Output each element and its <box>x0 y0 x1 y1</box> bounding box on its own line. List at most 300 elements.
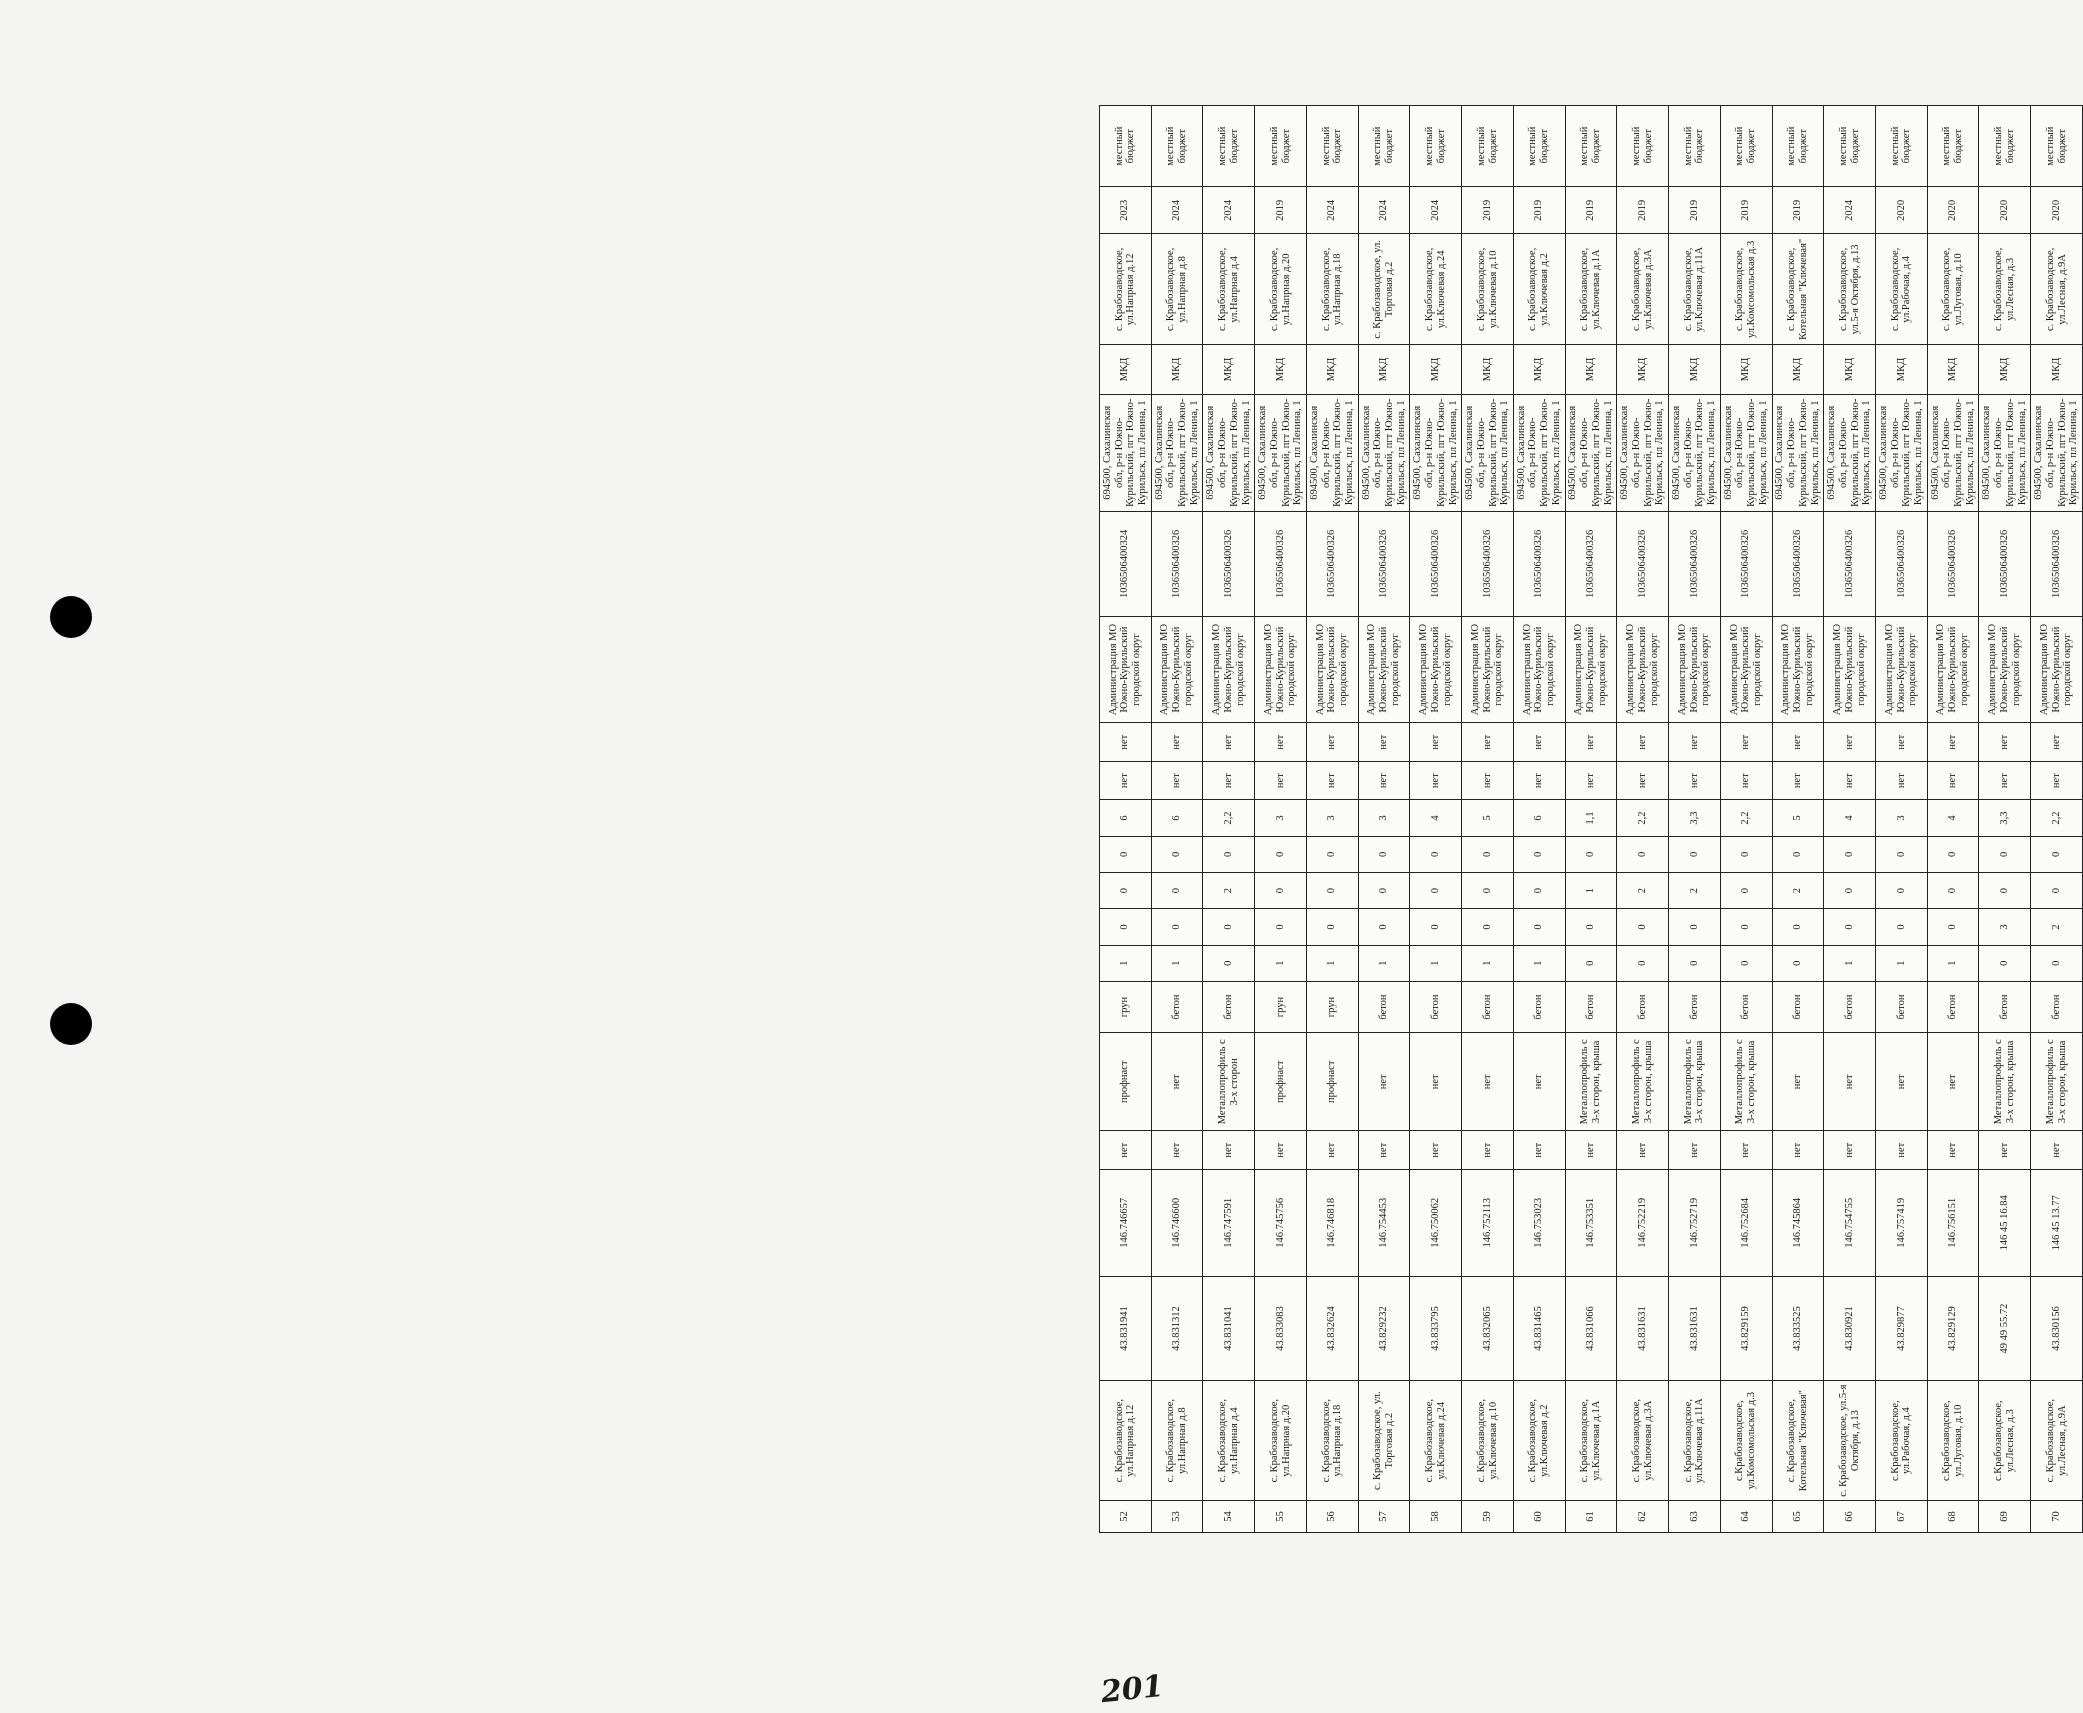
cell-ogrn: 1036506400326 <box>1203 512 1255 617</box>
cell-source: с. Крабозаводское, ул. Торговая д.2 <box>1358 234 1410 345</box>
cell-oaddr: 694500, Сахалинская обл, р-н Южно-Курильский, пгт Южно-Курильск, пл Ленина, 1 <box>1255 394 1307 511</box>
cell-area: 5 <box>1462 800 1514 836</box>
table-row <box>1513 106 1565 1533</box>
cell-lat: 49 49 55.72 <box>1979 1276 2031 1381</box>
cell-r1: нет <box>1203 761 1255 799</box>
cell-r2: нет <box>1876 723 1928 761</box>
punch-hole <box>50 596 92 638</box>
cell-oaddr: 694500, Сахалинская обл, р-н Южно-Курильский, пгт Южно-Курильск, пл Ленина, 1 <box>1358 394 1410 511</box>
cell-c1: 1 <box>1513 945 1565 981</box>
cell-c3: 0 <box>1979 872 2031 908</box>
cell-lon: 146.746657 <box>1100 1169 1152 1276</box>
container-sites-table <box>1099 105 2083 1533</box>
cell-area: 3 <box>1255 800 1307 836</box>
cell-c1: 0 <box>1979 945 2031 981</box>
cell-c3: 0 <box>1255 872 1307 908</box>
cell-num: 67 <box>1876 1500 1928 1532</box>
cell-c3: 2 <box>1669 872 1721 908</box>
cell-fence: Металлопрофиль с 3-х сторон, крыша <box>1979 1033 2031 1131</box>
cell-year: 2024 <box>1824 187 1876 234</box>
cell-lon: 146 45 16.84 <box>1979 1169 2031 1276</box>
cell-owner: Администрация МО Южно-Курильский городской округ <box>1513 616 1565 723</box>
cell-r1: нет <box>1358 761 1410 799</box>
cell-r2: нет <box>1565 723 1617 761</box>
cell-ogrn: 1036506400326 <box>1720 512 1772 617</box>
cell-type: МКД <box>1358 345 1410 394</box>
cell-type: МКД <box>1876 345 1928 394</box>
cell-cover: нет <box>1203 1131 1255 1169</box>
cell-addr: с. Крабозаводское, ул.Ключевая д.3А <box>1617 1381 1669 1501</box>
cell-c2: 0 <box>1513 909 1565 945</box>
cell-c3: 0 <box>1100 872 1152 908</box>
cell-cover: нет <box>1255 1131 1307 1169</box>
cell-owner: Администрация МО Южно-Курильский городской округ <box>1306 616 1358 723</box>
cell-type: МКД <box>1306 345 1358 394</box>
cell-owner: Администрация МО Южно-Курильский городской округ <box>1358 616 1410 723</box>
cell-c2: 0 <box>1669 909 1721 945</box>
cell-type: МКД <box>1669 345 1721 394</box>
table-row <box>1203 106 1255 1533</box>
cell-area: 3 <box>1358 800 1410 836</box>
cell-lat: 43.833525 <box>1772 1276 1824 1381</box>
cell-fence: Металлопрофиль с 3-х сторон <box>1203 1033 1255 1131</box>
cell-lat: 43.831465 <box>1513 1276 1565 1381</box>
cell-budget: местный бюджет <box>1772 106 1824 187</box>
cell-owner: Администрация МО Южно-Курильский городской округ <box>2031 616 2083 723</box>
cell-c1: 0 <box>1617 945 1669 981</box>
cell-c4: 0 <box>1876 836 1928 872</box>
cell-c3: 0 <box>1720 872 1772 908</box>
cell-source: с. Крабозаводское, ул.Напрная д.12 <box>1100 234 1152 345</box>
cell-cover: нет <box>1824 1131 1876 1169</box>
cell-lat: 43.831066 <box>1565 1276 1617 1381</box>
cell-r1: нет <box>1669 761 1721 799</box>
cell-c2: 0 <box>1151 909 1203 945</box>
cell-year: 2019 <box>1617 187 1669 234</box>
cell-lon: 146.746818 <box>1306 1169 1358 1276</box>
cell-budget: местный бюджет <box>1565 106 1617 187</box>
cell-r2: нет <box>1306 723 1358 761</box>
cell-c4: 0 <box>1203 836 1255 872</box>
cell-year: 2019 <box>1462 187 1514 234</box>
cell-num: 68 <box>1927 1500 1979 1532</box>
table-row <box>1824 106 1876 1533</box>
cell-oaddr: 694500, Сахалинская обл, р-н Южно-Курильский, пгт Южно-Курильск, пл Ленина, 1 <box>2031 394 2083 511</box>
cell-fence: нет <box>1824 1033 1876 1131</box>
cell-area: 6 <box>1151 800 1203 836</box>
cell-lat: 43.829129 <box>1927 1276 1979 1381</box>
cell-ogrn: 1036506400326 <box>1358 512 1410 617</box>
cell-year: 2019 <box>1720 187 1772 234</box>
cell-cover: нет <box>1772 1131 1824 1169</box>
cell-r2: нет <box>1617 723 1669 761</box>
cell-budget: местный бюджет <box>1151 106 1203 187</box>
cell-c4: 0 <box>1513 836 1565 872</box>
cell-surface: грун <box>1255 981 1307 1032</box>
cell-area: 2,2 <box>1720 800 1772 836</box>
cell-source: с. Крабозаводское, ул.Напрная д.20 <box>1255 234 1307 345</box>
cell-lat: 43.829232 <box>1358 1276 1410 1381</box>
cell-addr: с. Крабозаводское, ул.Напрная д.18 <box>1306 1381 1358 1501</box>
cell-lat: 43.831631 <box>1617 1276 1669 1381</box>
cell-budget: местный бюджет <box>1203 106 1255 187</box>
cell-ogrn: 1036506400324 <box>1100 512 1152 617</box>
cell-ogrn: 1036506400326 <box>1255 512 1307 617</box>
cell-lon: 146.745756 <box>1255 1169 1307 1276</box>
cell-num: 64 <box>1720 1500 1772 1532</box>
cell-lat: 43.831631 <box>1669 1276 1721 1381</box>
cell-budget: местный бюджет <box>1876 106 1928 187</box>
cell-lon: 146.752219 <box>1617 1169 1669 1276</box>
cell-ogrn: 1036506400326 <box>1824 512 1876 617</box>
table-row <box>1151 106 1203 1533</box>
table-row <box>1255 106 1307 1533</box>
cell-source: с. Крабозаводское, ул.Лесная, д.3 <box>1979 234 2031 345</box>
cell-type: МКД <box>1979 345 2031 394</box>
cell-year: 2020 <box>1876 187 1928 234</box>
cell-c2: 3 <box>1979 909 2031 945</box>
cell-addr: с. Крабозаводское, ул.Ключевая д.2 <box>1513 1381 1565 1501</box>
cell-type: МКД <box>1565 345 1617 394</box>
cell-lat: 43.831312 <box>1151 1276 1203 1381</box>
cell-year: 2019 <box>1255 187 1307 234</box>
cell-surface: бетон <box>1772 981 1824 1032</box>
cell-fence: профнаст <box>1306 1033 1358 1131</box>
cell-oaddr: 694500, Сахалинская обл, р-н Южно-Курильский, пгт Южно-Курильск, пл Ленина, 1 <box>1876 394 1928 511</box>
cell-type: МКД <box>1720 345 1772 394</box>
cell-ogrn: 1036506400326 <box>1462 512 1514 617</box>
cell-year: 2020 <box>1979 187 2031 234</box>
cell-num: 61 <box>1565 1500 1617 1532</box>
cell-lat: 43.833795 <box>1410 1276 1462 1381</box>
cell-ogrn: 1036506400326 <box>1772 512 1824 617</box>
cell-oaddr: 694500, Сахалинская обл, р-н Южно-Курильский, пгт Южно-Курильск, пл Ленина, 1 <box>1927 394 1979 511</box>
cell-c2: 0 <box>1927 909 1979 945</box>
cell-year: 2020 <box>1927 187 1979 234</box>
cell-c3: 0 <box>1513 872 1565 908</box>
cell-source: с. Крабозаводское, ул.Напрная д.4 <box>1203 234 1255 345</box>
cell-type: МКД <box>2031 345 2083 394</box>
registry-table-rotated <box>1099 105 2083 1533</box>
cell-ogrn: 1036506400326 <box>1979 512 2031 617</box>
cell-budget: местный бюджет <box>1410 106 1462 187</box>
cell-c3: 0 <box>1410 872 1462 908</box>
cell-r2: нет <box>1669 723 1721 761</box>
cell-owner: Администрация МО Южно-Курильский городской округ <box>1462 616 1514 723</box>
cell-surface: бетон <box>1410 981 1462 1032</box>
cell-type: МКД <box>1151 345 1203 394</box>
cell-source: с. Крабозаводское, ул.Ключевая д.24 <box>1410 234 1462 345</box>
cell-r1: нет <box>1565 761 1617 799</box>
cell-cover: нет <box>1410 1131 1462 1169</box>
cell-addr: с. Крабозаводское, ул.Ключевая д.1А <box>1565 1381 1617 1501</box>
cell-budget: местный бюджет <box>1617 106 1669 187</box>
cell-cover: нет <box>1979 1131 2031 1169</box>
cell-lat: 43.832065 <box>1462 1276 1514 1381</box>
cell-lat: 43.829877 <box>1876 1276 1928 1381</box>
cell-cover: нет <box>1565 1131 1617 1169</box>
cell-area: 3,3 <box>1669 800 1721 836</box>
table-row <box>1720 106 1772 1533</box>
cell-addr: с.Крабозаводское, ул.Луговая, д.10 <box>1927 1381 1979 1501</box>
cell-year: 2019 <box>1772 187 1824 234</box>
cell-addr: с. Крабозаводское, Котельная "Ключевая" <box>1772 1381 1824 1501</box>
cell-year: 2024 <box>1151 187 1203 234</box>
table-row <box>1927 106 1979 1533</box>
table-row <box>1565 106 1617 1533</box>
cell-source: с. Крабозаводское, ул.Рабочая, д.4 <box>1876 234 1928 345</box>
cell-c1: 1 <box>1100 945 1152 981</box>
cell-type: МКД <box>1100 345 1152 394</box>
cell-type: МКД <box>1772 345 1824 394</box>
cell-c4: 0 <box>1617 836 1669 872</box>
cell-area: 2,2 <box>2031 800 2083 836</box>
cell-r1: нет <box>1410 761 1462 799</box>
cell-budget: местный бюджет <box>1255 106 1307 187</box>
cell-c3: 2 <box>1203 872 1255 908</box>
cell-num: 66 <box>1824 1500 1876 1532</box>
cell-r1: нет <box>1306 761 1358 799</box>
cell-r2: нет <box>1255 723 1307 761</box>
cell-year: 2024 <box>1358 187 1410 234</box>
cell-addr: с. Крабозаводское, ул.5-я Октября, д.13 <box>1824 1381 1876 1501</box>
cell-cover: нет <box>1927 1131 1979 1169</box>
cell-surface: грун <box>1100 981 1152 1032</box>
cell-surface: бетон <box>1462 981 1514 1032</box>
cell-budget: местный бюджет <box>1100 106 1152 187</box>
cell-year: 2019 <box>1513 187 1565 234</box>
cell-source: с. Крабозаводское, ул.Ключевая д.3А <box>1617 234 1669 345</box>
cell-fence: нет <box>1151 1033 1203 1131</box>
cell-c4: 0 <box>1720 836 1772 872</box>
cell-surface: грун <box>1306 981 1358 1032</box>
cell-cover: нет <box>1151 1131 1203 1169</box>
cell-num: 52 <box>1100 1500 1152 1532</box>
cell-cover: нет <box>2031 1131 2083 1169</box>
cell-surface: бетон <box>1513 981 1565 1032</box>
cell-lon: 146.747591 <box>1203 1169 1255 1276</box>
cell-lon: 146.756151 <box>1927 1169 1979 1276</box>
cell-r1: нет <box>1772 761 1824 799</box>
cell-type: МКД <box>1462 345 1514 394</box>
cell-addr: с.Крабозаводское, ул.Рабочая, д.4 <box>1876 1381 1928 1501</box>
cell-budget: местный бюджет <box>1669 106 1721 187</box>
cell-r2: нет <box>1979 723 2031 761</box>
cell-lon: 146.753351 <box>1565 1169 1617 1276</box>
cell-c4: 0 <box>1669 836 1721 872</box>
cell-owner: Администрация МО Южно-Курильский городской округ <box>1669 616 1721 723</box>
cell-c2: 0 <box>1617 909 1669 945</box>
table-row <box>1772 106 1824 1533</box>
cell-oaddr: 694500, Сахалинская обл, р-н Южно-Курильский, пгт Южно-Курильск, пл Ленина, 1 <box>1720 394 1772 511</box>
cell-lon: 146 45 13.77 <box>2031 1169 2083 1276</box>
cell-owner: Администрация МО Южно-Курильский городской округ <box>1255 616 1307 723</box>
cell-owner: Администрация МО Южно-Курильский городской округ <box>1617 616 1669 723</box>
cell-fence: профнаст <box>1100 1033 1152 1131</box>
cell-budget: местный бюджет <box>1306 106 1358 187</box>
cell-owner: Администрация МО Южно-Курильский городской округ <box>1979 616 2031 723</box>
cell-lon: 146.745864 <box>1772 1169 1824 1276</box>
cell-year: 2024 <box>1203 187 1255 234</box>
cell-c2: 0 <box>1100 909 1152 945</box>
cell-oaddr: 694500, Сахалинская обл, р-н Южно-Курильский, пгт Южно-Курильск, пл Ленина, 1 <box>1979 394 2031 511</box>
cell-budget: местный бюджет <box>1927 106 1979 187</box>
cell-r2: нет <box>1100 723 1152 761</box>
cell-area: 4 <box>1824 800 1876 836</box>
cell-area: 5 <box>1772 800 1824 836</box>
cell-num: 59 <box>1462 1500 1514 1532</box>
cell-c3: 0 <box>1462 872 1514 908</box>
cell-r2: нет <box>1358 723 1410 761</box>
cell-source: с. Крабозаводское, ул.Напрная д.8 <box>1151 234 1203 345</box>
cell-r1: нет <box>1462 761 1514 799</box>
cell-surface: бетон <box>1669 981 1721 1032</box>
cell-surface: бетон <box>1358 981 1410 1032</box>
cell-surface: бетон <box>1979 981 2031 1032</box>
cell-oaddr: 694500, Сахалинская обл, р-н Южно-Курильский, пгт Южно-Курильск, пл Ленина, 1 <box>1151 394 1203 511</box>
cell-r2: нет <box>1462 723 1514 761</box>
cell-source: с. Крабозаводское, ул.Напрная д.18 <box>1306 234 1358 345</box>
cell-type: МКД <box>1824 345 1876 394</box>
cell-num: 65 <box>1772 1500 1824 1532</box>
cell-budget: местный бюджет <box>2031 106 2083 187</box>
cell-budget: местный бюджет <box>1358 106 1410 187</box>
table-row <box>2031 106 2083 1533</box>
cell-oaddr: 694500, Сахалинская обл, р-н Южно-Курильский, пгт Южно-Курильск, пл Ленина, 1 <box>1513 394 1565 511</box>
cell-fence: нет <box>1410 1033 1462 1131</box>
cell-area: 3,3 <box>1979 800 2031 836</box>
cell-c1: 1 <box>1927 945 1979 981</box>
cell-budget: местный бюджет <box>1824 106 1876 187</box>
cell-cover: нет <box>1669 1131 1721 1169</box>
cell-c3: 2 <box>1617 872 1669 908</box>
cell-c4: 0 <box>1772 836 1824 872</box>
cell-c1: 1 <box>1410 945 1462 981</box>
cell-r2: нет <box>1203 723 1255 761</box>
cell-surface: бетон <box>1824 981 1876 1032</box>
cell-addr: с. Крабозаводское, ул.Ключевая д.24 <box>1410 1381 1462 1501</box>
cell-fence: Металлопрофиль с 3-х сторон, крыша <box>1617 1033 1669 1131</box>
cell-area: 4 <box>1410 800 1462 836</box>
cell-fence: Металлопрофиль с 3-х сторон, крыша <box>1669 1033 1721 1131</box>
cell-ogrn: 1036506400326 <box>1669 512 1721 617</box>
cell-year: 2024 <box>1306 187 1358 234</box>
cell-type: МКД <box>1513 345 1565 394</box>
cell-r2: нет <box>1151 723 1203 761</box>
table-row <box>1462 106 1514 1533</box>
cell-source: с. Крабозаводское, ул.Комсомольская д.3 <box>1720 234 1772 345</box>
cell-fence: нет <box>1927 1033 1979 1131</box>
cell-num: 53 <box>1151 1500 1203 1532</box>
cell-num: 60 <box>1513 1500 1565 1532</box>
cell-c1: 1 <box>1306 945 1358 981</box>
cell-owner: Администрация МО Южно-Курильский городской округ <box>1772 616 1824 723</box>
cell-c4: 0 <box>1100 836 1152 872</box>
table-row <box>1669 106 1721 1533</box>
cell-area: 1,1 <box>1565 800 1617 836</box>
cell-r1: нет <box>1100 761 1152 799</box>
cell-num: 56 <box>1306 1500 1358 1532</box>
cell-c3: 0 <box>2031 872 2083 908</box>
cell-c4: 0 <box>1358 836 1410 872</box>
cell-type: МКД <box>1410 345 1462 394</box>
cell-type: МКД <box>1203 345 1255 394</box>
cell-c1: 0 <box>1565 945 1617 981</box>
cell-r1: нет <box>2031 761 2083 799</box>
table-row <box>1876 106 1928 1533</box>
cell-lat: 43.832624 <box>1306 1276 1358 1381</box>
cell-lon: 146.754453 <box>1358 1169 1410 1276</box>
cell-r2: нет <box>2031 723 2083 761</box>
cell-num: 58 <box>1410 1500 1462 1532</box>
cell-source: с. Крабозаводское, ул.Ключевая д.10 <box>1462 234 1514 345</box>
cell-surface: бетон <box>2031 981 2083 1032</box>
cell-year: 2019 <box>1565 187 1617 234</box>
cell-lon: 146.752719 <box>1669 1169 1721 1276</box>
cell-type: МКД <box>1617 345 1669 394</box>
cell-source: с. Крабозаводское, ул.Ключевая д.1А <box>1565 234 1617 345</box>
cell-owner: Администрация МО Южно-Курильский городской округ <box>1824 616 1876 723</box>
cell-cover: нет <box>1462 1131 1514 1169</box>
cell-fence: нет <box>1358 1033 1410 1131</box>
cell-addr: с. Крабозаводское, ул. Торговая д.2 <box>1358 1381 1410 1501</box>
cell-c4: 0 <box>1565 836 1617 872</box>
cell-owner: Администрация МО Южно-Курильский городской округ <box>1410 616 1462 723</box>
cell-c4: 0 <box>1927 836 1979 872</box>
cell-c4: 0 <box>1824 836 1876 872</box>
cell-owner: Администрация МО Южно-Курильский городской округ <box>1151 616 1203 723</box>
cell-cover: нет <box>1306 1131 1358 1169</box>
cell-addr: с. Крабозаводское, ул.Напрная д.8 <box>1151 1381 1203 1501</box>
cell-c3: 0 <box>1927 872 1979 908</box>
cell-owner: Администрация МО Южно-Курильский городской округ <box>1565 616 1617 723</box>
cell-budget: местный бюджет <box>1462 106 1514 187</box>
cell-c3: 0 <box>1824 872 1876 908</box>
cell-source: с. Крабозаводское, ул.Луговая, д.10 <box>1927 234 1979 345</box>
cell-cover: нет <box>1617 1131 1669 1169</box>
cell-budget: местный бюджет <box>1720 106 1772 187</box>
cell-addr: с. Крабозаводское, ул.Ключевая д.10 <box>1462 1381 1514 1501</box>
cell-owner: Администрация МО Южно-Курильский городской округ <box>1876 616 1928 723</box>
cell-oaddr: 694500, Сахалинская обл, р-н Южно-Курильский, пгт Южно-Курильск, пл Ленина, 1 <box>1100 394 1152 511</box>
cell-r1: нет <box>1151 761 1203 799</box>
cell-c2: 0 <box>1358 909 1410 945</box>
cell-c2: 0 <box>1824 909 1876 945</box>
cell-r2: нет <box>1772 723 1824 761</box>
cell-source: с. Крабозаводское, ул.5-я Октября, д.13 <box>1824 234 1876 345</box>
cell-c3: 1 <box>1565 872 1617 908</box>
cell-ogrn: 1036506400326 <box>1927 512 1979 617</box>
cell-c3: 0 <box>1151 872 1203 908</box>
cell-lon: 146.752684 <box>1720 1169 1772 1276</box>
cell-c1: 1 <box>1151 945 1203 981</box>
cell-year: 2024 <box>1410 187 1462 234</box>
cell-surface: бетон <box>1565 981 1617 1032</box>
cell-num: 55 <box>1255 1500 1307 1532</box>
cell-lat: 43.830156 <box>2031 1276 2083 1381</box>
cell-cover: нет <box>1100 1131 1152 1169</box>
cell-c4: 0 <box>1255 836 1307 872</box>
cell-c1: 1 <box>1824 945 1876 981</box>
cell-oaddr: 694500, Сахалинская обл, р-н Южно-Курильский, пгт Южно-Курильск, пл Ленина, 1 <box>1617 394 1669 511</box>
cell-c2: 0 <box>1410 909 1462 945</box>
cell-ogrn: 1036506400326 <box>1151 512 1203 617</box>
cell-oaddr: 694500, Сахалинская обл, р-н Южно-Курильский, пгт Южно-Курильск, пл Ленина, 1 <box>1772 394 1824 511</box>
cell-num: 70 <box>2031 1500 2083 1532</box>
cell-fence: нет <box>1772 1033 1824 1131</box>
table-row <box>1617 106 1669 1533</box>
cell-lat: 43.833083 <box>1255 1276 1307 1381</box>
